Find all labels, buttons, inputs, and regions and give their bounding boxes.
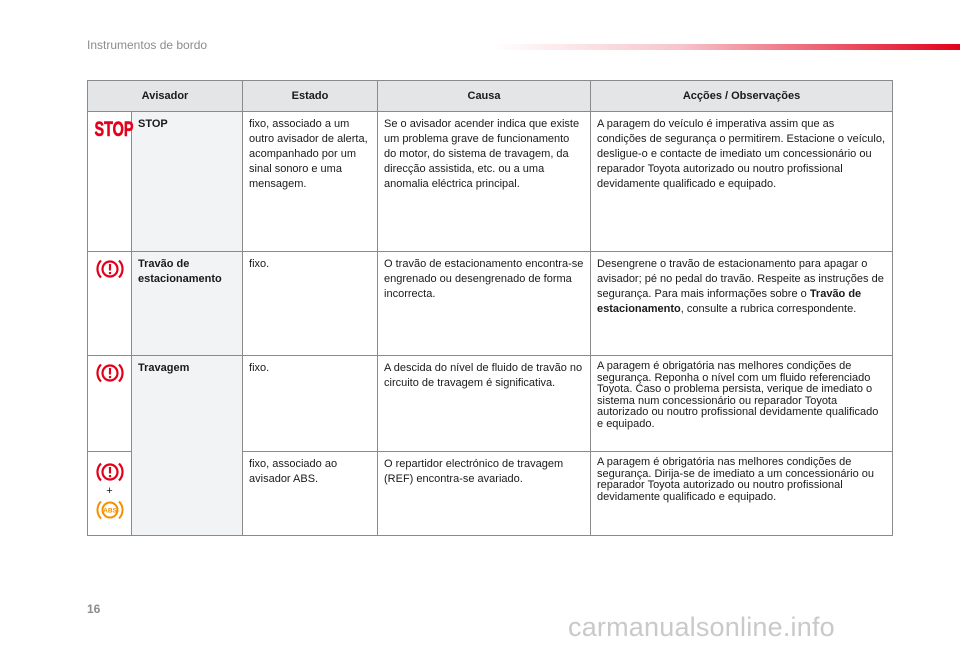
abs-icon <box>95 498 125 522</box>
col-header-avisador: Avisador <box>88 81 243 112</box>
col-header-causa: Causa <box>378 81 591 112</box>
accoes-parking-bold-ref: Travão de estacionamento <box>597 288 862 315</box>
table-row-parking-brake <box>88 252 893 356</box>
table-row-stop <box>88 112 893 252</box>
causa-stop: Se o avisador acender indica que existe um problema grave de funcionamento do motor, do sistema de travagem, da direcção assistida, etc. ou a uma anomalia eléctrica principal. <box>378 112 591 252</box>
brake-warning-icon <box>95 257 125 281</box>
parking-brake-icon-cell <box>88 252 132 356</box>
warning-lights-table <box>87 80 893 536</box>
accoes-parking-brake <box>591 252 893 356</box>
accoes-parking-line-1: Desengrene o travão de estacionamento para apagar o avisador; pé no pedal do travão. <box>597 258 868 285</box>
plus-sign: + <box>106 485 113 497</box>
col-header-accoes: Acções / Observações <box>591 81 893 112</box>
page-number: 16 <box>87 602 101 616</box>
braking-icon-cell-1 <box>88 356 132 452</box>
section-title: Instrumentos de bordo <box>87 38 208 52</box>
warning-name-parking-brake: Travão de estacionamento <box>132 252 243 356</box>
accoes-parking-line-3: Para mais informações sobre o <box>654 288 807 300</box>
accoes-parking-line-2: Respeite as instruções de segurança. <box>597 273 884 300</box>
accoes-stop: A paragem do veículo é imperativa assim que as condições de segurança o permitirem. Estacione o veículo, desligue-o e contacte de imediato um concessionário ou reparador Toyota autorizado ou noutro profissional devidamente qualificado e equipado. <box>591 112 893 252</box>
warning-name-stop: STOP <box>132 112 243 252</box>
causa-parking-brake: O travão de estacionamento encontra-se engrenado ou desengrenado de forma incorrecta. <box>378 252 591 356</box>
stop-icon-text: STOP <box>94 118 134 139</box>
estado-parking-brake: fixo. <box>243 252 378 356</box>
accoes-braking-2: A paragem é obrigatória nas melhores condições de segurança. Dirija-se de imediato a um concessionário ou reparador Toyota autorizado ou noutro profissional devidamente qualificado e equipado. <box>591 452 893 536</box>
brake-warning-icon <box>95 361 125 385</box>
accoes-parking-line-4: , consulte a rubrica correspondente. <box>680 303 857 315</box>
causa-braking-1: A descida do nível de fluido de travão no circuito de travagem é significativa. <box>378 356 591 452</box>
col-header-estado: Estado <box>243 81 378 112</box>
watermark: carmanualsonline.info <box>568 612 835 642</box>
estado-braking-2: fixo, associado ao avisador ABS. <box>243 452 378 536</box>
table-header-row <box>88 81 893 112</box>
stop-icon-cell <box>88 112 132 252</box>
causa-braking-2: O repartidor electrónico de travagem (REF) encontra-se avariado. <box>378 452 591 536</box>
abs-icon-text: ABS <box>102 507 117 515</box>
estado-stop: fixo, associado a um outro avisador de alerta, acompanhado por um sinal sonoro e uma mensagem. <box>243 112 378 252</box>
stop-icon <box>94 117 134 139</box>
table-row-braking-1 <box>88 356 893 452</box>
estado-braking-1: fixo. <box>243 356 378 452</box>
braking-icon-cell-2 <box>88 452 132 536</box>
accoes-braking-1: A paragem é obrigatória nas melhores condições de segurança. Reponha o nível com um fluido referenciado Toyota. Caso o problema persista, verique de imediato o sistema num concessionário ou reparador Toyota autorizado ou noutro profissional devidamente qualificado e equipado. <box>591 356 893 452</box>
warning-name-braking: Travagem <box>132 356 243 536</box>
header-accent-bar <box>490 44 960 50</box>
brake-warning-icon <box>95 460 125 484</box>
